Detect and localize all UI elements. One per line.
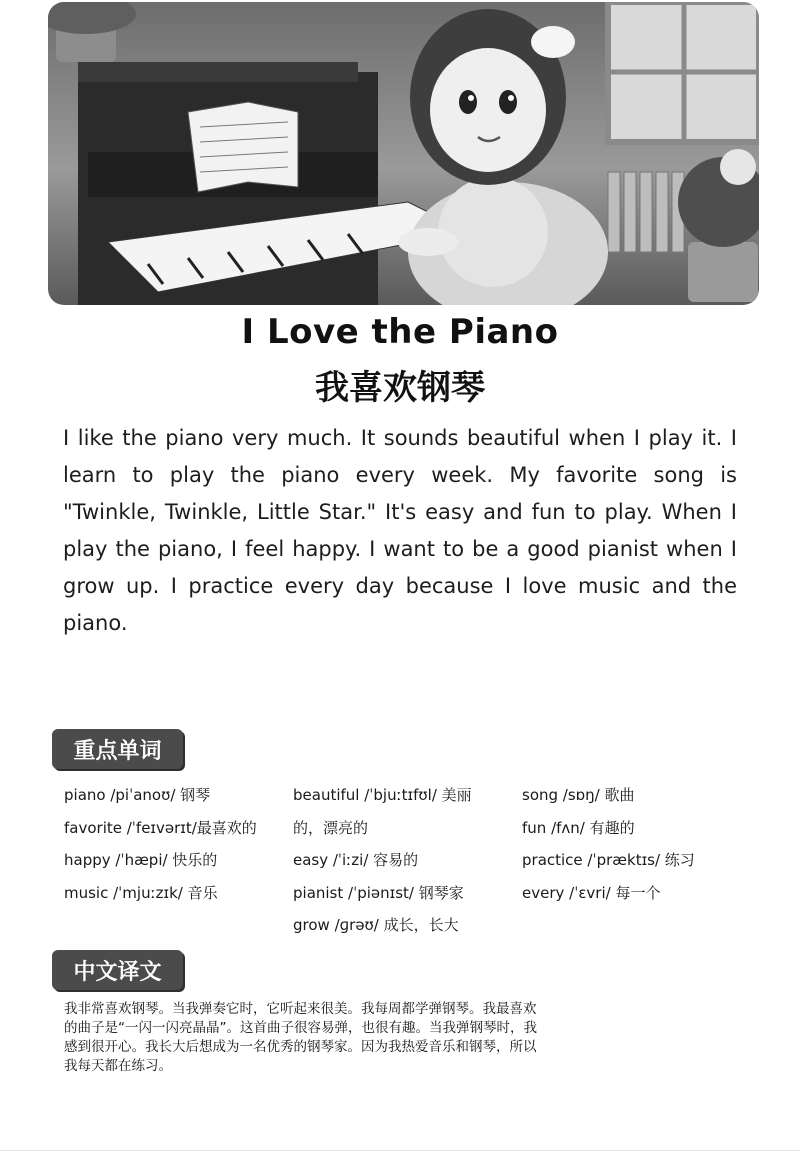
- vocab-item: every /ˈɛvri/ 每一个: [522, 883, 661, 902]
- girl-playing-piano-illustration: [48, 2, 759, 305]
- translation-line: 我每天都在练习。: [64, 1058, 172, 1074]
- vocab-item: pianist /ˈpiənɪst/ 钢琴家: [293, 883, 464, 902]
- vocab-item: music /ˈmjuːzɪk/ 音乐: [64, 883, 218, 902]
- vocab-item: song /sɒŋ/ 歌曲: [522, 786, 635, 804]
- translation-line: 感到很开心。我长大后想成为一名优秀的钢琴家。因为我热爱音乐和钢琴，所以: [64, 1039, 537, 1055]
- vocab-item: practice /ˈpræktɪs/ 练习: [522, 851, 695, 869]
- vocab-column-3: [522, 784, 695, 914]
- vocab-column-1: [64, 784, 257, 914]
- vocab-item: 的，漂亮的: [293, 818, 369, 837]
- vocab-item: fun /fʌn/ 有趣的: [522, 818, 635, 837]
- vocab-column-2: [293, 784, 472, 947]
- chinese-translation: [64, 1000, 644, 1076]
- translation-line: 的曲子是“一闪一闪亮晶晶”。这首曲子很容易弹，也很有趣。当我弹钢琴时，我: [64, 1020, 537, 1036]
- vocab-item: happy /ˈhæpi/ 快乐的: [64, 851, 218, 869]
- title-english: I Love the Piano: [241, 312, 559, 352]
- vocab-item: beautiful /ˈbjuːtɪfʊl/ 美丽: [293, 786, 472, 804]
- vocab-item: easy /ˈiːzi/ 容易的: [293, 851, 419, 869]
- illustration-drawing: [48, 2, 759, 305]
- page-divider: [0, 1150, 800, 1151]
- translation-line: 我非常喜欢钢琴。当我弹奏它时，它听起来很美。我每周都学弹钢琴。我最喜欢: [64, 1001, 537, 1017]
- vocab-item: grow /ɡrəʊ/ 成长，长大: [293, 916, 459, 934]
- vocab-item: favorite /ˈfeɪvərɪt/最喜欢的: [64, 818, 257, 837]
- translation-section-label: 中文译文: [52, 950, 183, 990]
- story-paragraph: I like the piano very much. It sounds beautiful when I play it. I learn to play the piano every week. My favorite song is "Twinkle, Twinkle, Little Star." It's easy and fun to play. When I play the piano, I feel happy. I want to be a good pianist when I grow up. I practice every day because I love music and the piano.: [63, 426, 737, 635]
- title-chinese: 我喜欢钢琴: [315, 368, 485, 408]
- vocab-section-label: 重点单词: [52, 729, 183, 769]
- vocab-item: piano /piˈanoʊ/ 钢琴: [64, 786, 211, 804]
